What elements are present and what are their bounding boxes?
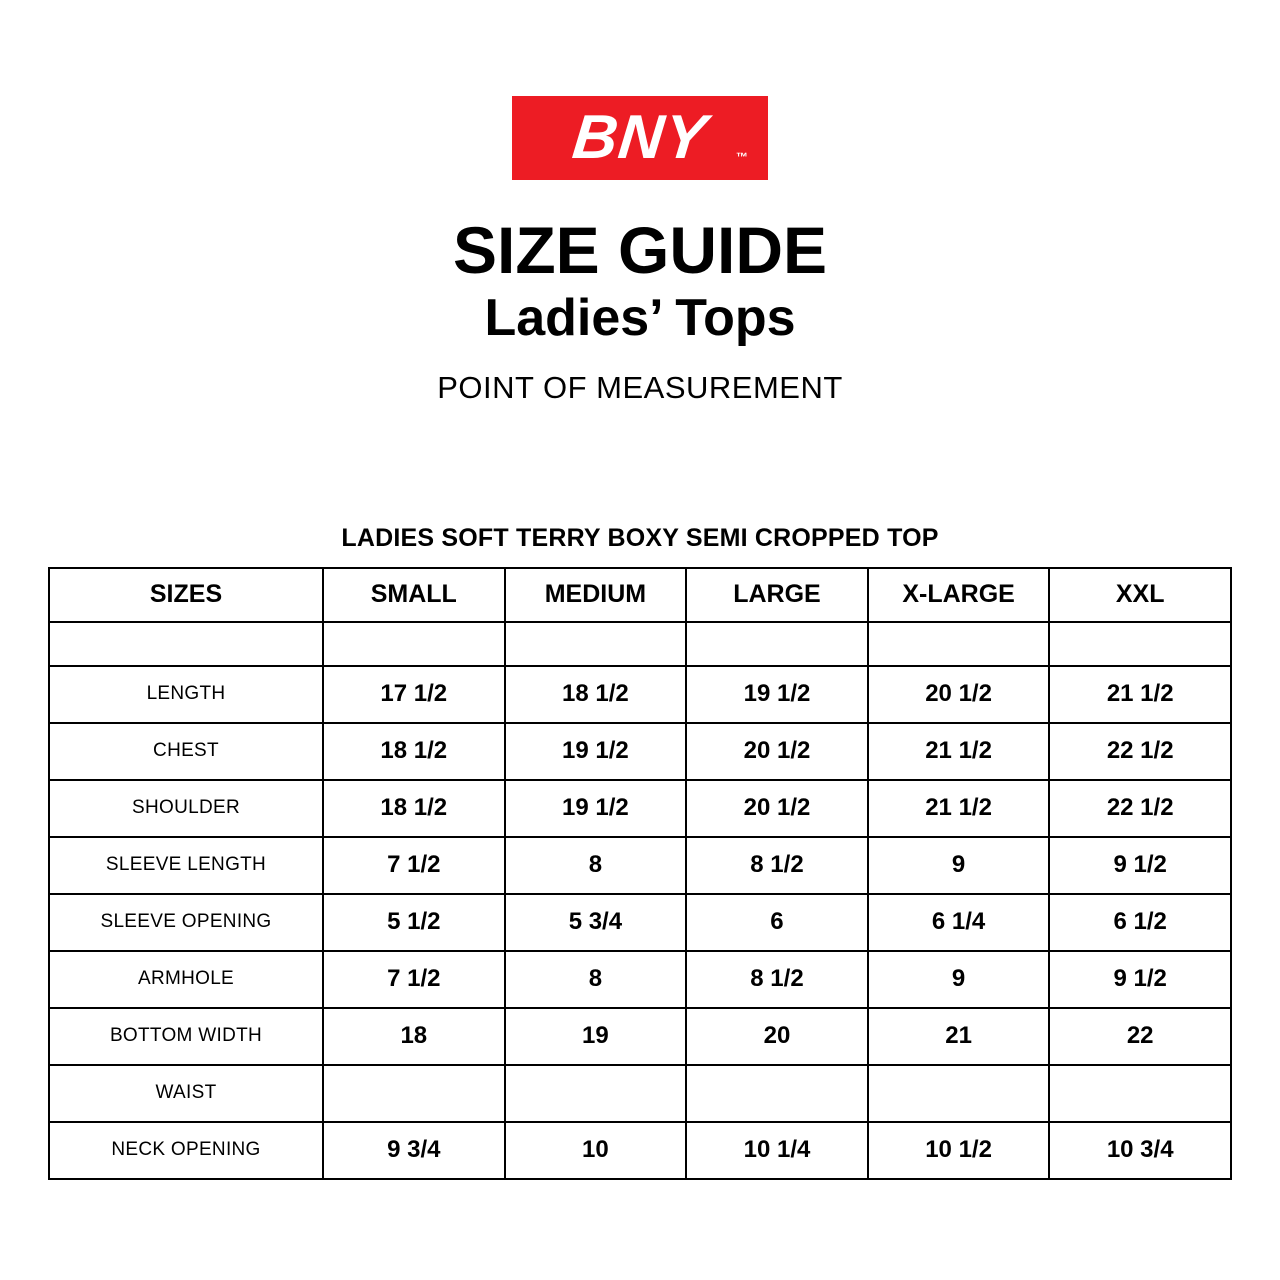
table-header-row — [49, 568, 1231, 622]
trademark-icon: ™ — [736, 150, 748, 164]
row-label: NECK OPENING — [49, 1122, 323, 1179]
table-row — [49, 723, 1231, 780]
table-header-cell: X-LARGE — [868, 568, 1050, 622]
brand-logo-text: BNY — [569, 103, 711, 172]
table-header-cell: XXL — [1049, 568, 1231, 622]
row-label: WAIST — [49, 1065, 323, 1122]
table-cell: 9 1/2 — [1049, 837, 1231, 894]
table-cell: 9 — [868, 837, 1050, 894]
table-header-cell: SMALL — [323, 568, 505, 622]
table-cell: 21 1/2 — [868, 780, 1050, 837]
row-label: BOTTOM WIDTH — [49, 1008, 323, 1065]
row-label: LENGTH — [49, 666, 323, 723]
table-cell — [505, 1065, 687, 1122]
table-cell — [686, 1065, 868, 1122]
table-cell: 9 1/2 — [1049, 951, 1231, 1008]
table-caption: LADIES SOFT TERRY BOXY SEMI CROPPED TOP — [341, 523, 939, 552]
table-cell: 5 1/2 — [323, 894, 505, 951]
table-cell: 9 3/4 — [323, 1122, 505, 1179]
table-cell: 18 1/2 — [323, 780, 505, 837]
table-cell: 20 1/2 — [686, 723, 868, 780]
row-label: CHEST — [49, 723, 323, 780]
table-cell: 6 1/2 — [1049, 894, 1231, 951]
table-cell: 10 — [505, 1122, 687, 1179]
table-cell: 18 1/2 — [505, 666, 687, 723]
table-cell: 19 1/2 — [505, 723, 687, 780]
size-table-container — [48, 567, 1232, 1180]
table-cell: 21 1/2 — [868, 723, 1050, 780]
table-cell: 20 1/2 — [868, 666, 1050, 723]
table-cell: 6 — [686, 894, 868, 951]
table-cell: 19 1/2 — [686, 666, 868, 723]
table-cell: 5 3/4 — [505, 894, 687, 951]
table-row — [49, 951, 1231, 1008]
table-row — [49, 666, 1231, 723]
table-cell — [868, 1065, 1050, 1122]
table-cell: 6 1/4 — [868, 894, 1050, 951]
table-row — [49, 622, 1231, 666]
table-cell: 21 1/2 — [1049, 666, 1231, 723]
table-cell: 10 1/4 — [686, 1122, 868, 1179]
table-cell: 8 1/2 — [686, 837, 868, 894]
brand-logo — [512, 96, 768, 180]
table-cell: 8 — [505, 951, 687, 1008]
table-cell: 22 1/2 — [1049, 780, 1231, 837]
table-cell: 10 1/2 — [868, 1122, 1050, 1179]
table-cell: 19 1/2 — [505, 780, 687, 837]
page-title: SIZE GUIDE — [452, 213, 828, 287]
table-cell: 9 — [868, 951, 1050, 1008]
table-cell — [323, 1065, 505, 1122]
row-label — [49, 622, 323, 666]
table-header-cell: MEDIUM — [505, 568, 687, 622]
page-subtitle: Ladies’ Tops — [484, 289, 796, 348]
table-cell: 21 — [868, 1008, 1050, 1065]
table-cell: 20 1/2 — [686, 780, 868, 837]
size-table — [48, 567, 1232, 1180]
row-label: ARMHOLE — [49, 951, 323, 1008]
table-row — [49, 1122, 1231, 1179]
table-cell: 8 1/2 — [686, 951, 868, 1008]
table-cell — [686, 622, 868, 666]
table-cell: 17 1/2 — [323, 666, 505, 723]
table-row — [49, 1008, 1231, 1065]
table-cell — [505, 622, 687, 666]
table-cell: 10 3/4 — [1049, 1122, 1231, 1179]
table-cell: 22 1/2 — [1049, 723, 1231, 780]
point-of-measurement-label: POINT OF MEASUREMENT — [437, 369, 843, 405]
table-row — [49, 894, 1231, 951]
table-cell: 20 — [686, 1008, 868, 1065]
table-cell: 22 — [1049, 1008, 1231, 1065]
table-cell: 18 — [323, 1008, 505, 1065]
table-row — [49, 837, 1231, 894]
row-label: SLEEVE OPENING — [49, 894, 323, 951]
table-cell: 19 — [505, 1008, 687, 1065]
table-header-cell: LARGE — [686, 568, 868, 622]
table-row — [49, 1065, 1231, 1122]
row-label: SHOULDER — [49, 780, 323, 837]
table-cell: 7 1/2 — [323, 837, 505, 894]
table-cell — [868, 622, 1050, 666]
table-cell: 18 1/2 — [323, 723, 505, 780]
row-label: SLEEVE LENGTH — [49, 837, 323, 894]
table-cell: 8 — [505, 837, 687, 894]
table-cell — [1049, 1065, 1231, 1122]
table-row — [49, 780, 1231, 837]
table-cell: 7 1/2 — [323, 951, 505, 1008]
brand-logo-container — [0, 0, 1280, 180]
table-cell — [1049, 622, 1231, 666]
table-cell — [323, 622, 505, 666]
table-header-cell: SIZES — [49, 568, 323, 622]
